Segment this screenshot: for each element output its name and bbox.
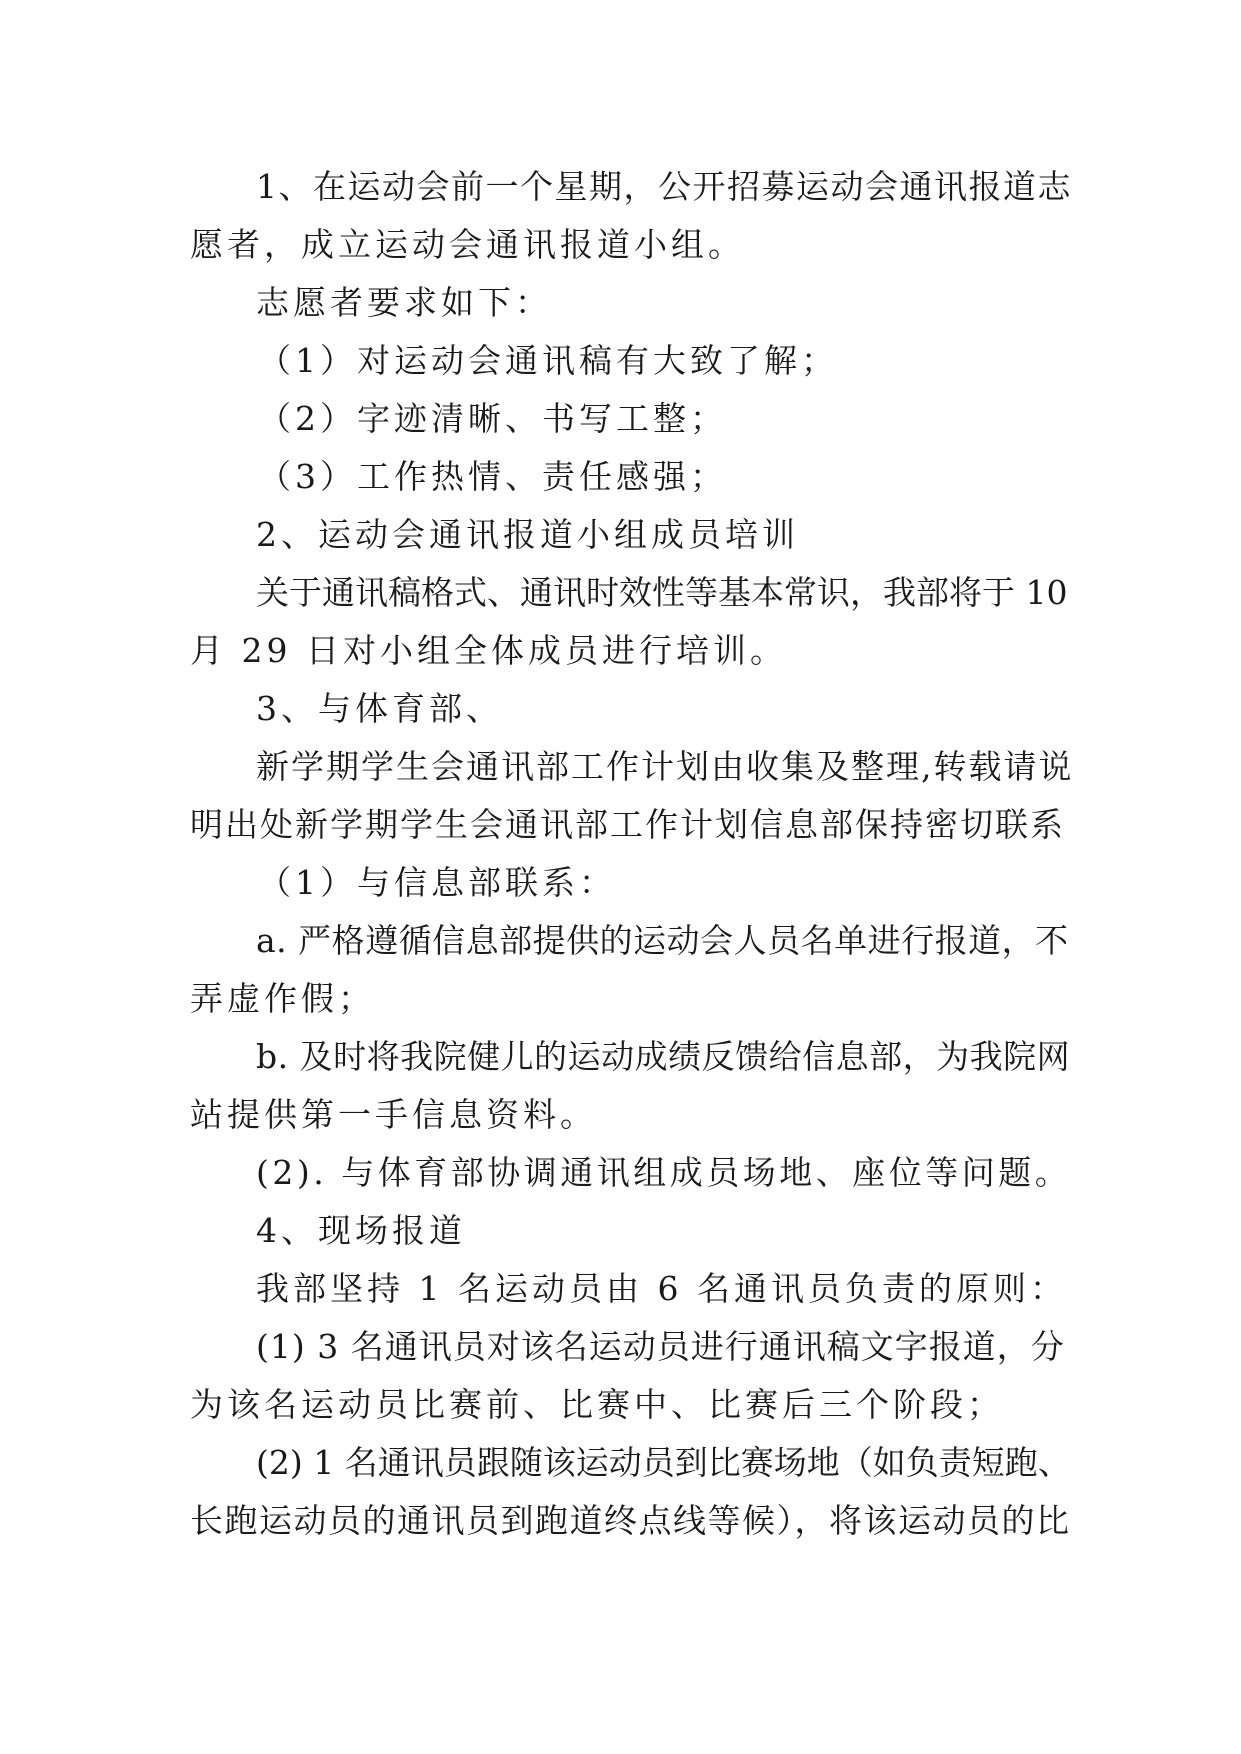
text-line: 长跑运动员的通讯员到跑道终点线等候），将该运动员的比 [190, 1501, 1071, 1540]
text-line: 关于通讯稿格式、通讯时效性等基本常识，我部将于 10 [256, 573, 1068, 612]
text-line: 弄虚作假； [190, 979, 375, 1018]
text-line: 为该名运动员比赛前、比赛中、比赛后三个阶段； [190, 1385, 1004, 1424]
text-line: 2、运动会通讯报道小组成员培训 [256, 515, 799, 554]
text-line: 愿者，成立运动会通讯报道小组。 [190, 225, 745, 264]
text-line: 3、与体育部、 [256, 689, 503, 728]
text-line: 我部坚持 1 名运动员由 6 名通讯员负责的原则： [256, 1269, 1067, 1308]
text-line: 4、现场报道 [256, 1211, 466, 1250]
text-line: 月 29 日对小组全体成员进行培训。 [190, 631, 787, 670]
text-line: 志愿者要求如下： [256, 283, 552, 322]
text-line: （1）对运动会通讯稿有大致了解； [258, 341, 838, 380]
text-line: （2）字迹清晰、书写工整； [258, 399, 727, 438]
text-line: (2). 与体育部协调通讯组成员场地、座位等问题。 [256, 1153, 1072, 1192]
text-line: 新学期学生会通讯部工作计划由收集及整理,转载请说 [256, 747, 1074, 786]
text-line: 1、在运动会前一个星期，公开招募运动会通讯报道志 [256, 167, 1072, 206]
text-line: a. 严格遵循信息部提供的运动会人员名单进行报道，不 [256, 921, 1069, 960]
text-line: （1）与信息部联系： [258, 863, 616, 902]
text-line: 明出处新学期学生会通讯部工作计划信息部保持密切联系 [190, 805, 1065, 844]
text-line: (2) 1 名通讯员跟随该运动员到比赛场地（如负责短跑、 [256, 1443, 1071, 1482]
text-line: （3）工作热情、责任感强； [258, 457, 727, 496]
text-line: b. 及时将我院健儿的运动成绩反馈给信息部，为我院网 [256, 1037, 1071, 1076]
text-line: (1) 3 名通讯员对该名运动员进行通讯稿文字报道，分 [256, 1327, 1065, 1366]
text-line: 站提供第一手信息资料。 [190, 1095, 597, 1134]
